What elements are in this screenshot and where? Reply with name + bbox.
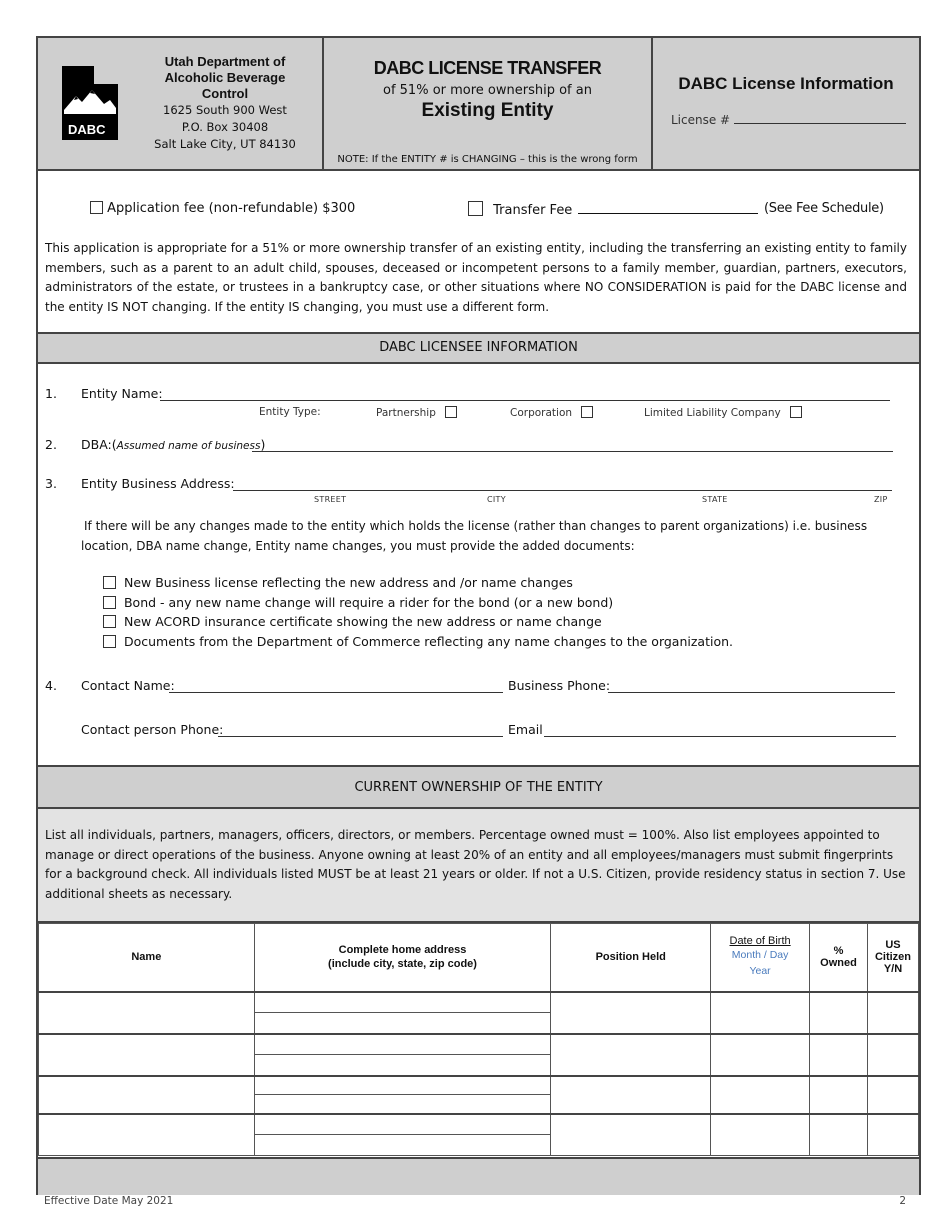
owner-address-cell[interactable]: [254, 1135, 551, 1156]
doc-checkbox-1[interactable]: [103, 576, 116, 589]
license-number-label: License #: [671, 113, 731, 127]
owner-percent-cell[interactable]: [810, 1034, 868, 1076]
table-row: [39, 1076, 919, 1095]
dba-label-italic: Assumed name of business: [116, 440, 261, 452]
application-fee-label: Application fee (non-refundable) $300: [107, 201, 356, 216]
dba-label-close: ): [260, 437, 266, 452]
col-percent: [810, 924, 868, 992]
title-block: [324, 38, 653, 171]
partnership-checkbox[interactable]: [445, 406, 457, 418]
entity-name-field[interactable]: [160, 386, 890, 401]
item-number-4: 4.: [45, 678, 57, 693]
col-percent-line2: Owned: [820, 957, 857, 970]
contact-name-field[interactable]: [169, 678, 503, 693]
owner-percent-cell[interactable]: [810, 992, 868, 1034]
zip-label: ZIP: [874, 495, 888, 504]
owner-address-cell[interactable]: [254, 992, 551, 1013]
doc-check-4: [103, 634, 733, 649]
corporation-checkbox[interactable]: [581, 406, 593, 418]
agency-name-line2: Alcoholic Beverage Control: [164, 70, 286, 101]
fees-section: [38, 171, 919, 334]
business-address-label: Entity Business Address:: [81, 476, 235, 491]
doc-check-2-label: Bond - any new name change will require a rider for the bond (or a new bond): [123, 595, 614, 610]
form-header: [38, 38, 919, 171]
intro-text: This application is appropriate for a 51% or more ownership transfer of an existing entity, including the transferring an existing entity to family members, such as a parent to an adult child, spouses, deceased or incompetent persons to a family member, guardian, partners, executors, administrators of the estate, or trustees in a bankruptcy case, or other situations where NO CONSIDERATION is paid for the DABC license and the entity IS NOT changing. If the entity IS changing, you must use a different form.: [45, 241, 907, 314]
contact-phone-field[interactable]: [218, 722, 503, 737]
owner-name-cell[interactable]: [39, 992, 255, 1034]
table-row: [39, 1034, 919, 1055]
license-number-row: [671, 112, 906, 127]
ownership-intro-box: [38, 809, 919, 923]
owner-dob-cell[interactable]: [711, 1034, 810, 1076]
dba-field[interactable]: [252, 437, 893, 452]
col-dob-label: Date of Birth: [729, 935, 791, 948]
doc-check-4-label: Documents from the Department of Commerce reflecting any name changes to the organization.: [123, 634, 733, 649]
col-name: Name: [39, 924, 255, 992]
doc-check-3: [103, 614, 602, 629]
transfer-fee-row: [468, 201, 766, 218]
state-label: STATE: [702, 495, 728, 504]
city-label: CITY: [487, 495, 506, 504]
doc-check-3-label: New ACORD insurance certificate showing the new address or name change: [123, 614, 602, 629]
llc-checkbox[interactable]: [790, 406, 802, 418]
ownership-table: [38, 923, 919, 1156]
form-subtitle: of 51% or more ownership of an: [383, 83, 592, 98]
doc-check-2: [103, 595, 613, 610]
business-phone-field[interactable]: [608, 678, 895, 693]
license-info-title: DABC License Information: [678, 74, 894, 93]
owner-address-cell[interactable]: [254, 1055, 551, 1076]
owner-position-cell[interactable]: [551, 1076, 711, 1114]
logo-text: DABC: [68, 122, 106, 137]
col-dob-sub2: Year: [749, 965, 771, 978]
license-number-field[interactable]: [734, 112, 906, 124]
owner-name-cell[interactable]: [39, 1076, 255, 1114]
owner-percent-cell[interactable]: [810, 1114, 868, 1156]
owner-percent-cell[interactable]: [810, 1076, 868, 1114]
col-us-line2: Citizen: [874, 951, 912, 964]
col-dob-sub1: Month / Day: [731, 949, 789, 962]
corporation-label: Corporation: [510, 407, 573, 419]
partnership-label: Partnership: [376, 407, 436, 419]
col-position: Position Held: [551, 924, 711, 992]
form-frame: [36, 36, 921, 1195]
bottom-bar: [38, 1157, 919, 1195]
entity-changes-text: If there will be any changes made to the entity which holds the license (rather than changes to parent organizations) i.e. business location, DBA name change, Entity name changes, you must provide the added documents:: [81, 519, 868, 553]
owner-name-cell[interactable]: [39, 1034, 255, 1076]
transfer-fee-field[interactable]: [578, 202, 758, 214]
dba-label-text: DBA:(: [81, 437, 117, 452]
table-row: [39, 992, 919, 1013]
col-dob: [711, 924, 810, 992]
item-number-3: 3.: [45, 476, 57, 491]
owner-name-cell[interactable]: [39, 1114, 255, 1156]
dba-label: [81, 437, 265, 452]
entity-type-label: Entity Type:: [259, 406, 321, 418]
llc-label: Limited Liability Company: [644, 407, 781, 419]
owner-dob-cell[interactable]: [711, 1076, 810, 1114]
partnership-option: [376, 406, 457, 419]
owner-address-cell[interactable]: [254, 1034, 551, 1055]
ownership-section-title: CURRENT OWNERSHIP OF THE ENTITY: [38, 765, 919, 809]
item-number-2: 2.: [45, 437, 57, 452]
owner-citizen-cell[interactable]: [867, 992, 918, 1034]
form-title: DABC LICENSE TRANSFER: [373, 58, 602, 78]
doc-checkbox-4[interactable]: [103, 635, 116, 648]
license-info-block: [653, 38, 919, 171]
llc-option: [644, 406, 802, 419]
business-phone-label: Business Phone:: [508, 678, 611, 693]
contact-name-label: Contact Name:: [81, 678, 175, 693]
contact-phone-label: Contact person Phone:: [81, 722, 224, 737]
owner-position-cell[interactable]: [551, 1034, 711, 1076]
form-title-entity: Existing Entity: [421, 100, 554, 121]
street-label: STREET: [314, 495, 347, 504]
fee-schedule-label: (See Fee Schedule): [764, 201, 884, 216]
email-label: Email: [508, 722, 543, 737]
entity-name-label: Entity Name:: [81, 386, 163, 401]
corporation-option: [510, 406, 593, 419]
agency-block: [38, 38, 324, 171]
transfer-fee-checkbox[interactable]: [468, 201, 483, 216]
col-us-line1: US: [885, 939, 901, 952]
item-number-1: 1.: [45, 386, 57, 401]
licensee-section-title: DABC LICENSEE INFORMATION: [38, 334, 919, 364]
dabc-logo-icon: [60, 64, 120, 142]
agency-address3: Salt Lake City, UT 84130: [154, 137, 296, 151]
agency-info: [140, 54, 310, 153]
col-address-line2: (include city, state, zip code): [328, 958, 477, 971]
doc-checkbox-2[interactable]: [103, 596, 116, 609]
application-fee-checkbox[interactable]: [90, 201, 103, 214]
doc-check-1-label: New Business license reflecting the new address and /or name changes: [123, 575, 573, 590]
owner-dob-cell[interactable]: [711, 992, 810, 1034]
doc-checkbox-3[interactable]: [103, 615, 116, 628]
col-us-line3: Y/N: [883, 963, 903, 976]
owner-citizen-cell[interactable]: [867, 1114, 918, 1156]
col-percent-line1: %: [833, 945, 844, 958]
owner-address-cell[interactable]: [254, 1114, 551, 1135]
owner-address-cell[interactable]: [254, 1095, 551, 1114]
doc-check-1: [103, 575, 573, 590]
effective-date: Effective Date May 2021: [44, 1195, 174, 1207]
agency-address1: 1625 South 900 West: [163, 103, 287, 117]
owner-address-cell[interactable]: [254, 1013, 551, 1034]
owner-position-cell[interactable]: [551, 992, 711, 1034]
col-address: [254, 924, 551, 992]
ownership-intro-text: List all individuals, partners, managers, officers, directors, or members. Percentage owned must = 100%. Also list employees appointed to manage or direct operations of the business. Anyone owning at least 20% of an entity and all employees/managers must submit fingerprints for a background check. All individuals listed MUST be at least 21 years or older. If not a U.S. Citizen, provide residency status in section 7. Use additional sheets as necessary.: [45, 828, 906, 901]
agency-address2: P.O. Box 30408: [181, 120, 269, 134]
ownership-table-header: [39, 924, 919, 992]
table-row: [39, 1114, 919, 1135]
owner-dob-cell[interactable]: [711, 1114, 810, 1156]
col-us-citizen: [867, 924, 918, 992]
form-note: NOTE: If the ENTITY # is CHANGING – this is the wrong form: [337, 154, 638, 165]
page-number: 2: [899, 1195, 906, 1207]
owner-address-cell[interactable]: [254, 1076, 551, 1095]
owner-citizen-cell[interactable]: [867, 1076, 918, 1114]
col-address-line1: Complete home address: [338, 944, 467, 957]
owner-position-cell[interactable]: [551, 1114, 711, 1156]
business-address-field[interactable]: [233, 476, 892, 491]
application-fee-row: [90, 201, 355, 216]
owner-citizen-cell[interactable]: [867, 1034, 918, 1076]
agency-name-line1: Utah Department of: [164, 54, 286, 69]
transfer-fee-label: Transfer Fee: [493, 203, 573, 218]
email-field[interactable]: [544, 722, 896, 737]
